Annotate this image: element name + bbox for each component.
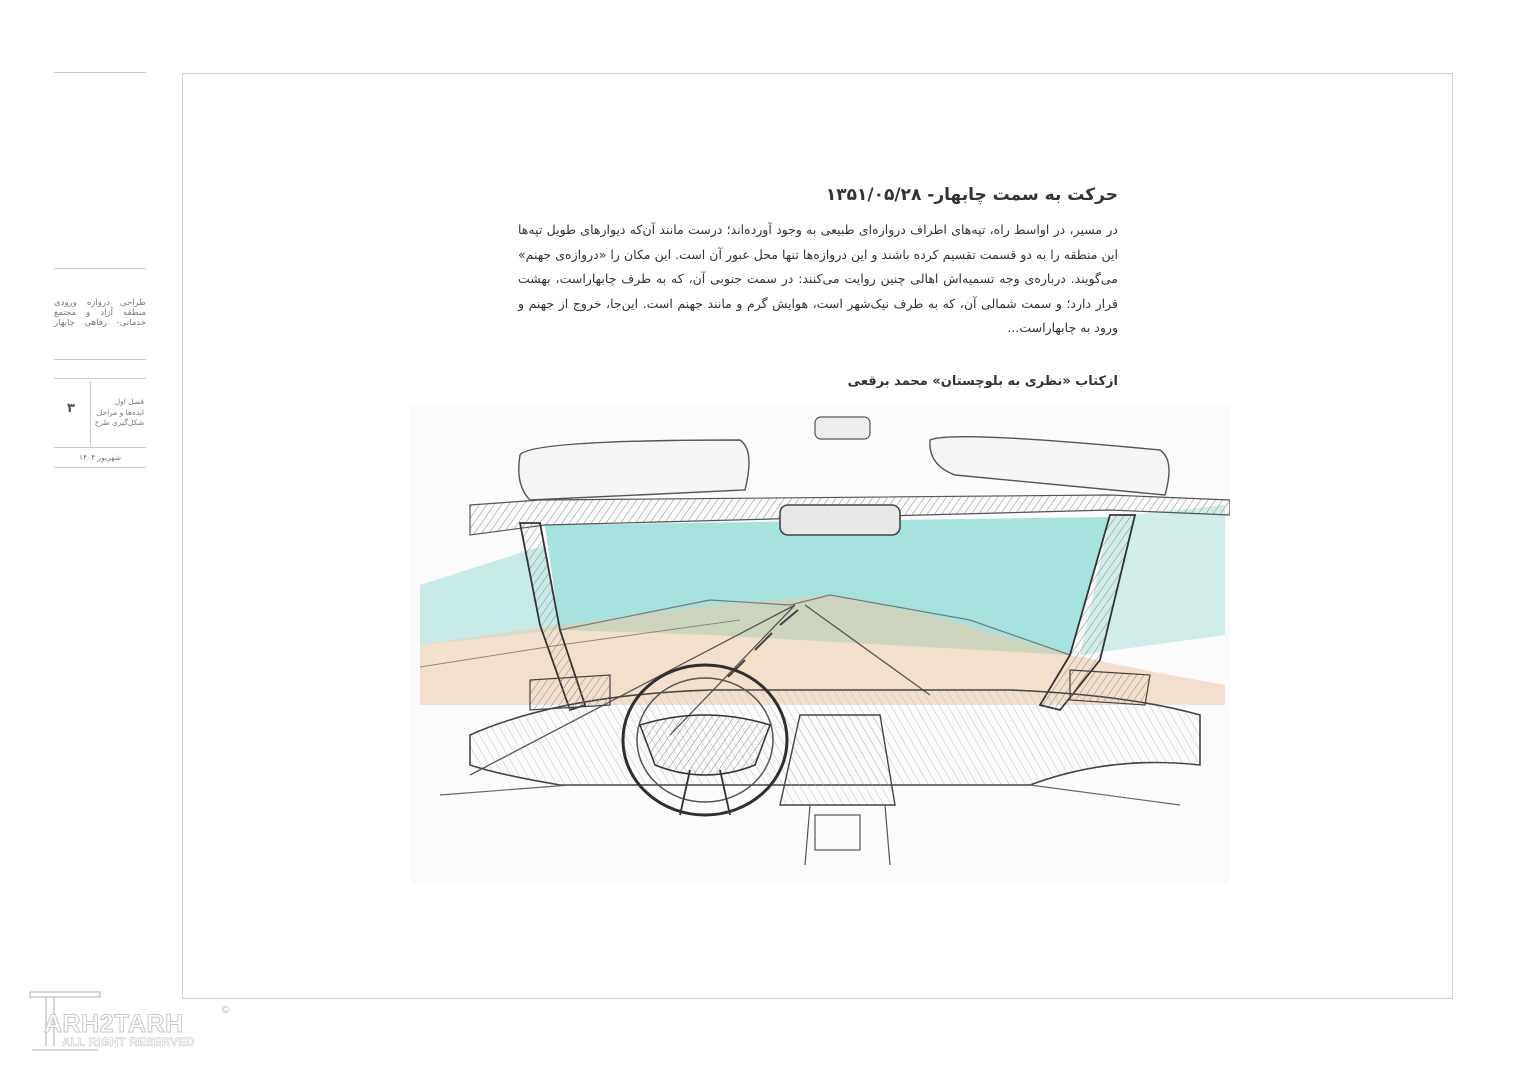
sidebar-rule xyxy=(54,359,146,360)
date-label: شهریور ۱۴۰۴ xyxy=(79,453,121,462)
project-title: طراحی دروازه ورودی منطقه آزاد و مجتمع خدماتی- رفاهی چابهار xyxy=(54,298,146,328)
body-paragraph: در مسیر، در اواسط راه، تپه‌های اطراف دروازه‌ای طبیعی به وجود آورده‌اند؛ درست مانند آن‌که دیوارهای طویل تپه‌ها این منطقه را به دو قسمت تقسیم کرده باشند و این دروازه‌ها تنها محل عبور آن است. این مکان را «دروازه‌ی جهنم» می‌گویند. درباره‌ی وجه تسمیه‌اش اهالی چنین روایت می‌کنند: در سمت جنوبی آن، که به طرف چابهاراست، بهشت قرار دارد؛ و سمت شمالی آن، که به طرف نیک‌شهر است، هوایش گرم و مانند جهنم است. این‌جا، خروج از جهنم و ورود به چابهاراست... xyxy=(518,222,1118,335)
chapter-label xyxy=(94,397,144,429)
sidebar-rule xyxy=(54,447,146,448)
chapter-line: فصل اول xyxy=(114,397,144,406)
copyright-mark: © xyxy=(220,1003,231,1016)
sidebar-rule xyxy=(54,268,146,269)
brand-name: ARH2TARH xyxy=(44,1010,184,1038)
sidebar-rule xyxy=(54,467,146,468)
page-heading: حرکت به سمت چابهار- ۱۳۵۱/۰۵/۲۸ xyxy=(825,185,1118,205)
sidebar-divider xyxy=(90,381,91,445)
page-number: ۳ xyxy=(67,401,75,416)
main-content xyxy=(518,180,1118,341)
sidebar-rule xyxy=(54,378,146,379)
brand-tagline: ALL RIGHT RESERVED xyxy=(62,1037,195,1049)
source-caption: ازکتاب «نظری به بلوچستان» محمد برقعی xyxy=(847,374,1118,389)
sidebar-top-rule xyxy=(54,72,146,73)
chapter-line: ایده‌ها و مراحل xyxy=(96,407,144,417)
car-interior-sketch xyxy=(410,405,1230,885)
chapter-line: شکل‌گیری طرح xyxy=(94,418,144,427)
